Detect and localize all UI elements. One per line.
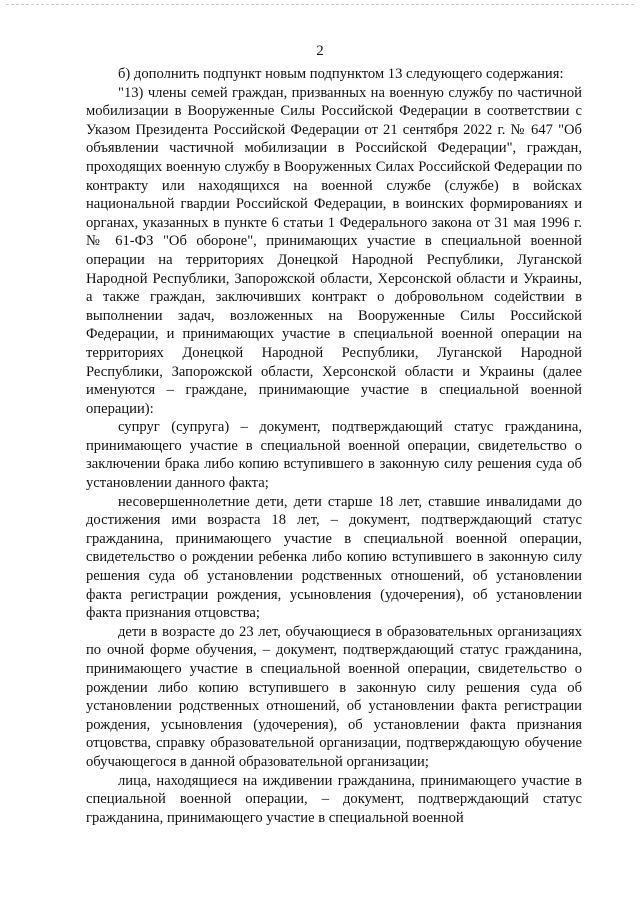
paragraph-spouse: супруг (супруга) – документ, подтверждающий статус гражданина, принимающего участие в специальной военной операции, свидетельство о заключении брака либо копию вступившего в законную силу решения суда об установлении данного факта; — [86, 419, 582, 492]
paragraph-minor-children: несовершеннолетние дети, дети старше 18 лет, ставшие инвалидами до достижения ими возраста 18 лет, – документ, подтверждающий статус гражданина, принимающего участие в специальной военной операции, свидетельство о рождении ребенка либо копию вступившего в законную силу решения суда об установлении родственных отношений, об установлении факта регистрации рождения, усыновления (удочерения), об установлении факта признания отцовства; — [86, 493, 582, 622]
paragraph-children-under-23: дети в возрасте до 23 лет, обучающиеся в образовательных организациях по очной форме обучения, – документ, подтверждающий статус гражданина, принимающего участие в специальной военной операции, свидетельство о рождении либо копию вступившего в законную силу решения суда об установлении родственных отношений, об установлении факта регистрации рождения, усыновления (удочерения), об установлении факта признания отцовства, справку образовательной организации, подтверждающую обучение обучающегося в данной образовательной организации; — [86, 623, 582, 770]
paragraph-amendment-intro: б) дополнить подпункт новым подпунктом 13 следующего содержания: — [118, 66, 564, 82]
paragraph-subclause-13: "13) члены семей граждан, призванных на военную службу по частичной мобилизации в Вооруженные Силы Российской Федерации в соответствии с Указом Президента Российской Федерации от 21 сентября 2022 г. № 647 "Об объявлении частичной мобилизации в Российской Федерации", граждан, проходящих военную службу в Вооруженных Силах Российской Федерации по контракту или находящихся на военной службе (службе) в войсках национальной гвардии Российской Федерации, в воинских формированиях и органах, указанных в пункте 6 статьи 1 Федерального закона от 31 мая 1996 г. № 61-ФЗ "Об обороне", принимающих участие в специальной военной операции на территориях Донецкой Народной Республики, Луганской Народной Республики, Запорожской области, Херсонской области и Украины, а также граждан, заключивших контракт о добровольном содействии в выполнении задач, возложенных на Вооруженные Силы Российской Федерации, и принимающих участие в специальной военной операции на территориях Донецкой Народной Республики, Луганской Народной Республики, Запорожской области, Херсонской области и Украины (далее именуются – граждане, принимающие участие в специальной военной операции): — [86, 84, 582, 417]
page-number: 2 — [316, 43, 324, 59]
scan-top-edge-line — [6, 4, 634, 5]
document-body — [86, 65, 582, 827]
paragraph-dependents: лица, находящиеся на иждивении гражданина, принимающего участие в специальной военной операции, – документ, подтверждающий статус гражданина, принимающего участие в специальной военной — [86, 772, 582, 826]
